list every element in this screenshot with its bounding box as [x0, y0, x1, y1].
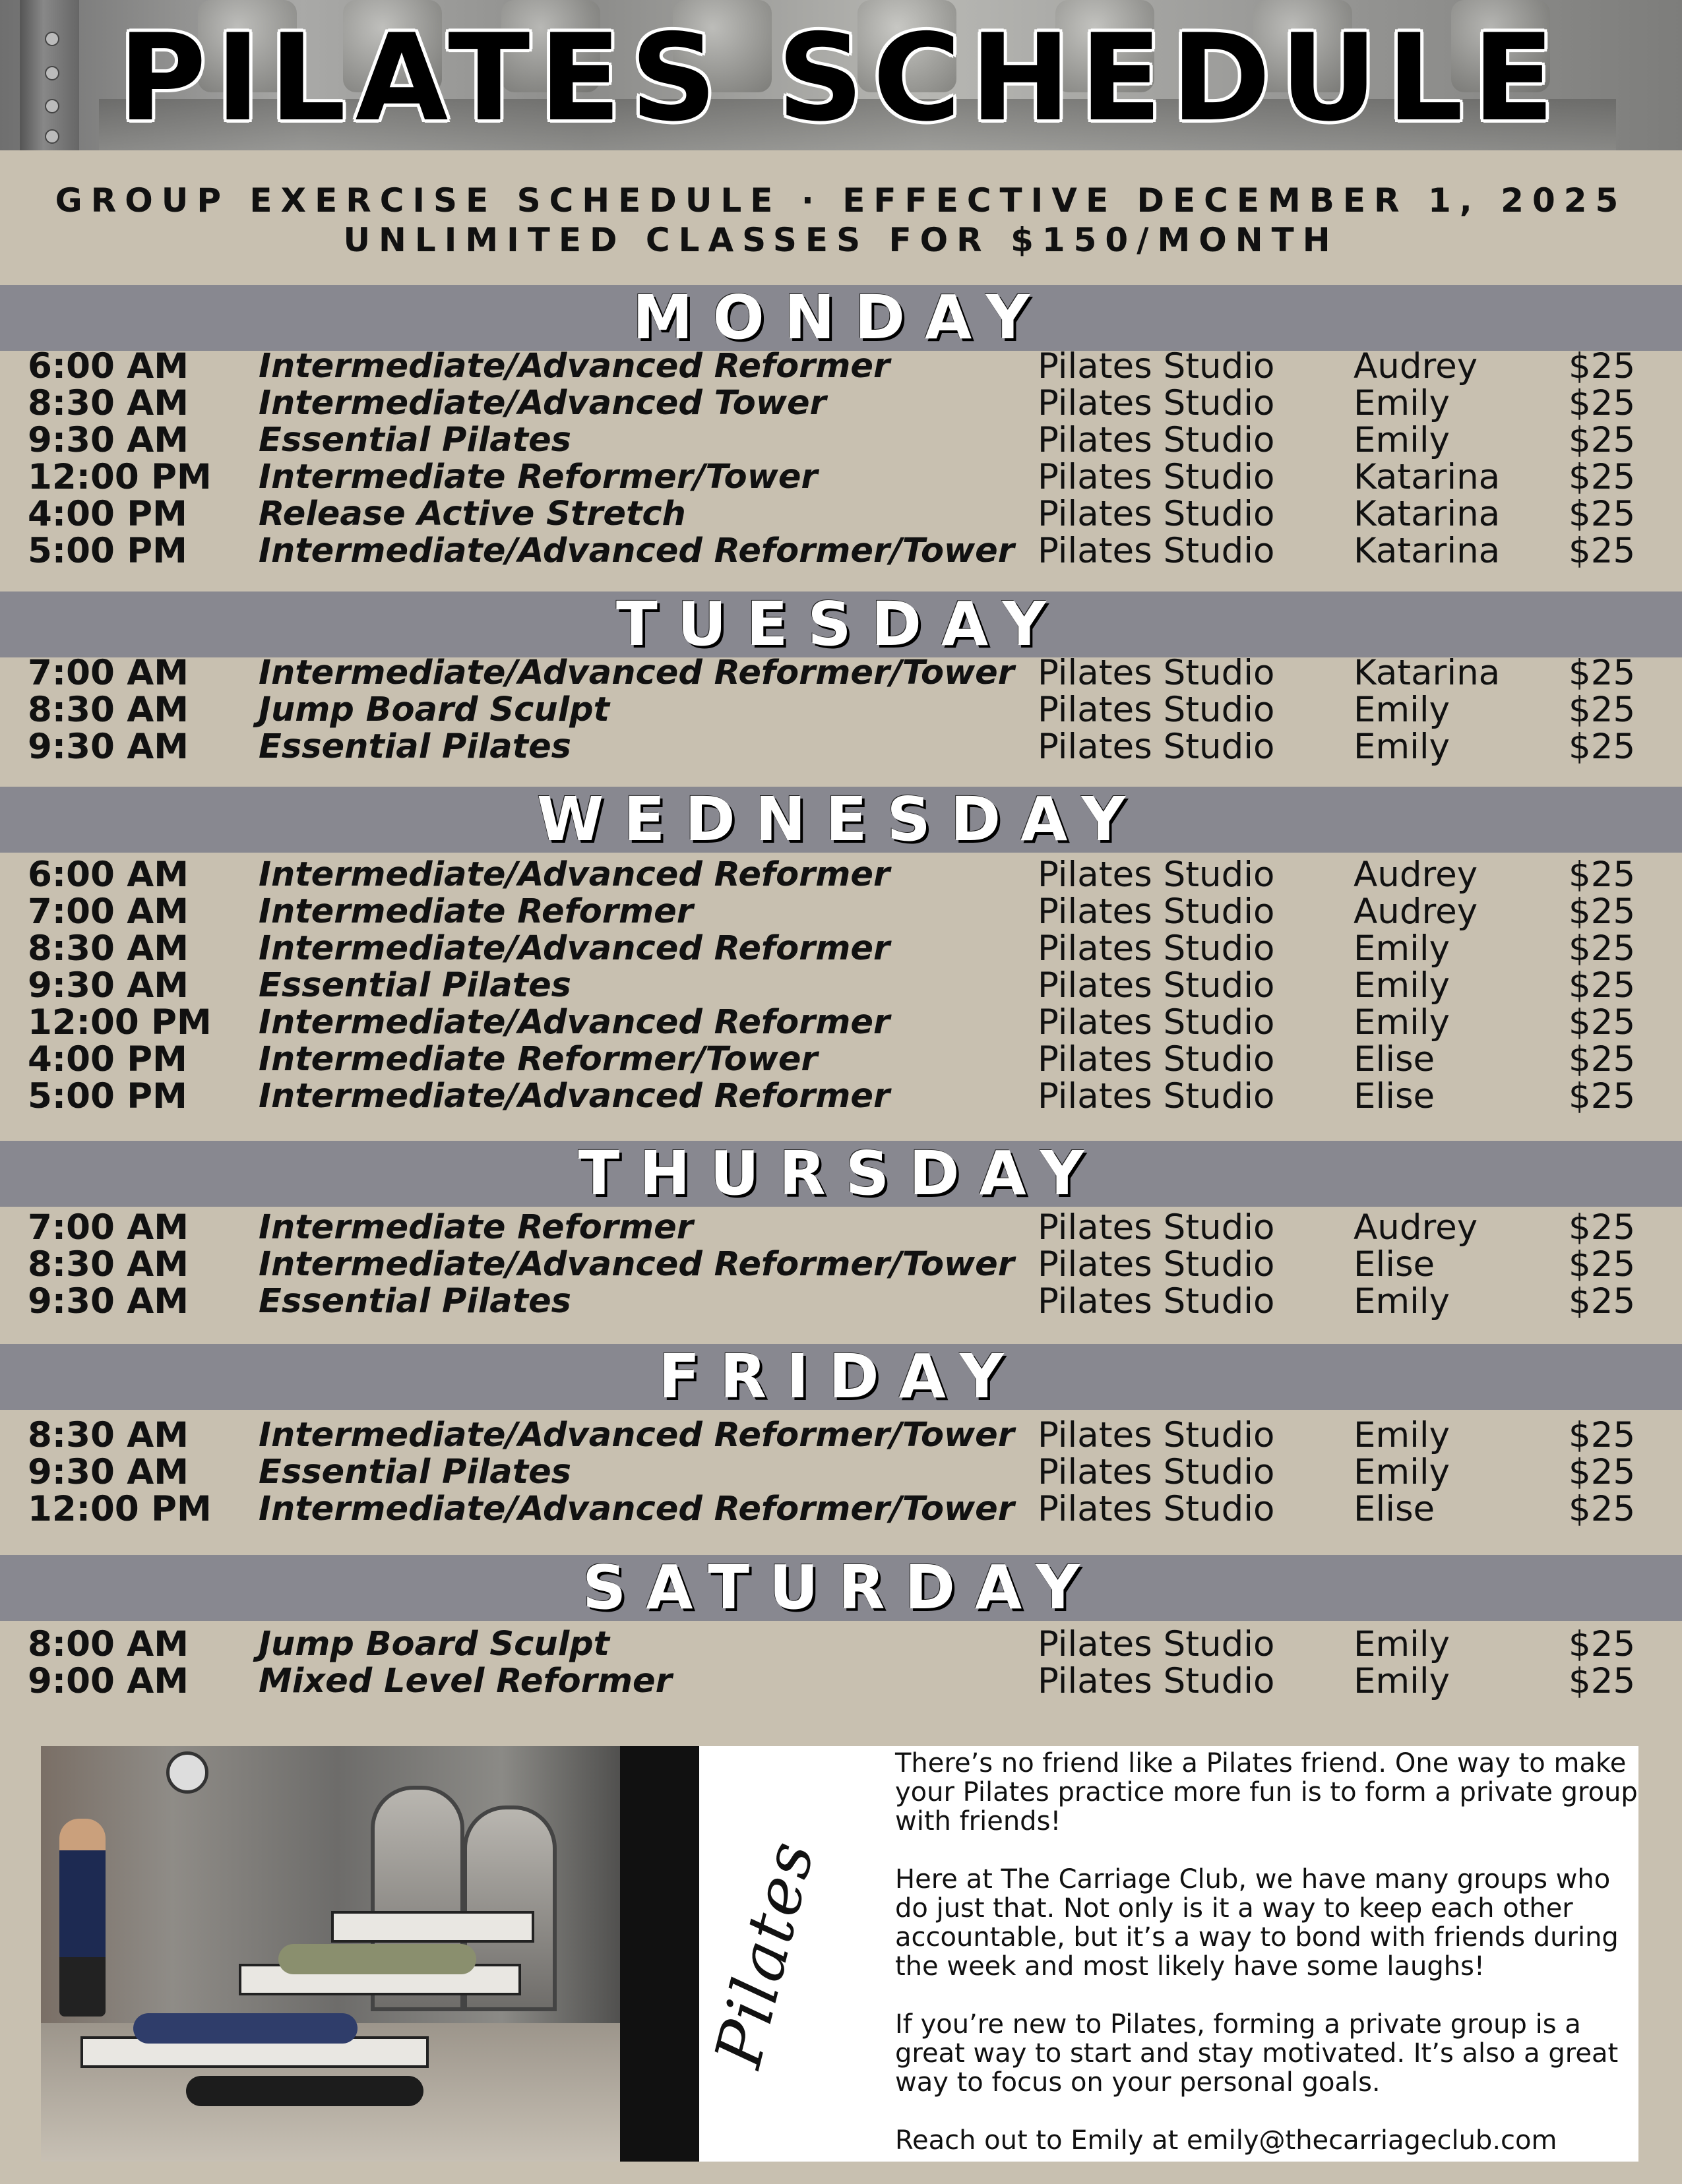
- class-name: Intermediate/Advanced Reformer/Tower: [259, 1416, 1014, 1455]
- class-name: Essential Pilates: [259, 966, 572, 1005]
- class-row: [0, 857, 1682, 894]
- class-location: Pilates Studio: [1038, 1207, 1275, 1248]
- day-label: TUESDAY: [616, 589, 1066, 659]
- class-location: Pilates Studio: [1038, 1624, 1275, 1664]
- class-price: $25: [1569, 855, 1636, 895]
- class-location: Pilates Studio: [1038, 457, 1275, 497]
- class-price: $25: [1569, 457, 1636, 497]
- class-time: 12:00 PM: [28, 1002, 212, 1043]
- class-row: [0, 1491, 1682, 1528]
- class-location: Pilates Studio: [1038, 1281, 1275, 1321]
- class-location: Pilates Studio: [1038, 928, 1275, 969]
- class-row: [0, 348, 1682, 385]
- class-price: $25: [1569, 1039, 1636, 1079]
- class-instructor: Elise: [1354, 1244, 1435, 1285]
- class-price: $25: [1569, 1415, 1636, 1455]
- class-price: $25: [1569, 494, 1636, 534]
- class-location: Pilates Studio: [1038, 1002, 1275, 1043]
- class-location: Pilates Studio: [1038, 965, 1275, 1006]
- class-location: Pilates Studio: [1038, 383, 1275, 423]
- class-instructor: Emily: [1354, 690, 1450, 730]
- class-instructor: Emily: [1354, 1624, 1450, 1664]
- class-name: Intermediate Reformer: [259, 1208, 693, 1247]
- class-price: $25: [1569, 383, 1636, 423]
- class-location: Pilates Studio: [1038, 346, 1275, 386]
- class-location: Pilates Studio: [1038, 420, 1275, 460]
- class-time: 9:30 AM: [28, 1452, 189, 1492]
- class-instructor: Audrey: [1354, 855, 1478, 895]
- day-header-saturday: [0, 1552, 1682, 1623]
- class-name: Intermediate/Advanced Reformer/Tower: [259, 653, 1014, 692]
- clock-icon: [166, 1751, 208, 1794]
- class-price: $25: [1569, 1624, 1636, 1664]
- promo-paragraph: If you’re new to Pilates, forming a private group is a great way to start and stay motivated. It’s also a great way to focus on your personal goals.: [895, 2009, 1619, 2098]
- class-row: [0, 655, 1682, 692]
- class-time: 6:00 AM: [28, 346, 189, 386]
- class-instructor: Emily: [1354, 1002, 1450, 1043]
- class-name: Intermediate/Advanced Reformer: [259, 1077, 890, 1116]
- class-name: Intermediate Reformer/Tower: [259, 1040, 818, 1079]
- class-price: $25: [1569, 690, 1636, 730]
- class-time: 8:30 AM: [28, 928, 189, 969]
- class-instructor: Emily: [1354, 928, 1450, 969]
- class-row: [0, 422, 1682, 459]
- class-time: 12:00 PM: [28, 1489, 212, 1529]
- class-time: 9:30 AM: [28, 1281, 189, 1321]
- class-row: [0, 1283, 1682, 1320]
- class-instructor: Elise: [1354, 1039, 1435, 1079]
- class-name: Jump Board Sculpt: [259, 690, 610, 729]
- class-time: 9:30 AM: [28, 727, 189, 767]
- class-time: 9:00 AM: [28, 1661, 189, 1701]
- class-price: $25: [1569, 1452, 1636, 1492]
- class-time: 8:00 AM: [28, 1624, 189, 1664]
- class-row: [0, 459, 1682, 496]
- class-location: Pilates Studio: [1038, 1489, 1275, 1529]
- pilates-class-photo: [41, 1746, 699, 2162]
- class-instructor: Emily: [1354, 1452, 1450, 1492]
- class-time: 8:30 AM: [28, 690, 189, 730]
- class-name: Intermediate/Advanced Reformer/Tower: [259, 1490, 1014, 1529]
- day-label: FRIDAY: [658, 1341, 1024, 1412]
- class-time: 4:00 PM: [28, 1039, 187, 1079]
- class-time: 9:30 AM: [28, 965, 189, 1006]
- day-label: MONDAY: [632, 282, 1050, 353]
- class-name: Essential Pilates: [259, 421, 572, 460]
- class-price: $25: [1569, 653, 1636, 693]
- day-header-monday: [0, 282, 1682, 353]
- class-name: Jump Board Sculpt: [259, 1625, 610, 1664]
- schedule-subtitle: GROUP EXERCISE SCHEDULE · EFFECTIVE DECEMBER 1, 2025: [55, 181, 1627, 220]
- class-instructor: Katarina: [1354, 653, 1501, 693]
- day-header-tuesday: [0, 589, 1682, 659]
- class-instructor: Emily: [1354, 1661, 1450, 1701]
- day-label: THURSDAY: [578, 1138, 1104, 1209]
- class-location: Pilates Studio: [1038, 727, 1275, 767]
- class-name: Essential Pilates: [259, 727, 572, 766]
- promo-paragraph: There’s no friend like a Pilates friend. One way to make your Pilates practice more fun is to form a private group with friends!: [895, 1748, 1638, 1836]
- class-time: 8:30 AM: [28, 1415, 189, 1455]
- pilates-script-logo: [699, 1746, 831, 2162]
- promo-contact: Reach out to Emily at emily@thecarriageclub.com: [895, 2125, 1557, 2156]
- class-location: Pilates Studio: [1038, 653, 1275, 693]
- class-name: Intermediate/Advanced Reformer: [259, 347, 890, 386]
- class-location: Pilates Studio: [1038, 892, 1275, 932]
- pricing-subtitle: UNLIMITED CLASSES FOR $150/MONTH: [343, 221, 1339, 259]
- class-name: Intermediate Reformer: [259, 892, 693, 931]
- class-row: [0, 729, 1682, 766]
- class-instructor: Elise: [1354, 1076, 1435, 1116]
- class-price: $25: [1569, 531, 1636, 571]
- class-price: $25: [1569, 727, 1636, 767]
- class-name: Intermediate/Advanced Reformer/Tower: [259, 531, 1014, 570]
- day-label: WEDNESDAY: [536, 784, 1146, 855]
- class-time: 12:00 PM: [28, 457, 212, 497]
- class-instructor: Emily: [1354, 1281, 1450, 1321]
- class-row: [0, 1454, 1682, 1491]
- class-row: [0, 1078, 1682, 1115]
- class-instructor: Emily: [1354, 727, 1450, 767]
- class-row: [0, 533, 1682, 570]
- class-instructor: Audrey: [1354, 892, 1478, 932]
- class-name: Intermediate/Advanced Reformer/Tower: [259, 1245, 1014, 1284]
- class-instructor: Emily: [1354, 965, 1450, 1006]
- class-name: Intermediate/Advanced Reformer: [259, 929, 890, 968]
- class-price: $25: [1569, 965, 1636, 1006]
- class-time: 7:00 AM: [28, 1207, 189, 1248]
- class-row: [0, 1209, 1682, 1246]
- class-name: Intermediate/Advanced Tower: [259, 384, 826, 423]
- class-time: 8:30 AM: [28, 383, 189, 423]
- class-price: $25: [1569, 928, 1636, 969]
- class-location: Pilates Studio: [1038, 1039, 1275, 1079]
- class-time: 5:00 PM: [28, 1076, 187, 1116]
- day-header-thursday: [0, 1138, 1682, 1209]
- class-location: Pilates Studio: [1038, 690, 1275, 730]
- script-word: Pilates: [701, 1833, 830, 2075]
- promo-paragraph: Here at The Carriage Club, we have many groups who do just that. Not only is it a way to keep each other accountable, but it’s a way to bond with friends during the week and most likely have some laughs!: [895, 1864, 1619, 1982]
- class-name: Essential Pilates: [259, 1453, 572, 1492]
- class-location: Pilates Studio: [1038, 531, 1275, 571]
- class-instructor: Audrey: [1354, 346, 1478, 386]
- class-price: $25: [1569, 1281, 1636, 1321]
- class-price: $25: [1569, 892, 1636, 932]
- class-row: [0, 692, 1682, 729]
- class-instructor: Katarina: [1354, 531, 1501, 571]
- class-instructor: Audrey: [1354, 1207, 1478, 1248]
- class-price: $25: [1569, 420, 1636, 460]
- class-price: $25: [1569, 1244, 1636, 1285]
- class-row: [0, 1663, 1682, 1700]
- class-row: [0, 1626, 1682, 1663]
- class-price: $25: [1569, 1002, 1636, 1043]
- class-instructor: Katarina: [1354, 494, 1501, 534]
- class-instructor: Emily: [1354, 383, 1450, 423]
- class-name: Intermediate/Advanced Reformer: [259, 855, 890, 894]
- class-price: $25: [1569, 1489, 1636, 1529]
- class-time: 7:00 AM: [28, 653, 189, 693]
- class-location: Pilates Studio: [1038, 855, 1275, 895]
- page-title: PILATES SCHEDULE: [118, 8, 1564, 148]
- class-instructor: Katarina: [1354, 457, 1501, 497]
- class-name: Essential Pilates: [259, 1282, 572, 1321]
- class-instructor: Emily: [1354, 420, 1450, 460]
- class-row: [0, 967, 1682, 1004]
- class-location: Pilates Studio: [1038, 1661, 1275, 1701]
- day-header-wednesday: [0, 784, 1682, 855]
- class-time: 5:00 PM: [28, 531, 187, 571]
- class-time: 9:30 AM: [28, 420, 189, 460]
- class-location: Pilates Studio: [1038, 1244, 1275, 1285]
- class-row: [0, 385, 1682, 422]
- class-row: [0, 1417, 1682, 1454]
- class-name: Mixed Level Reformer: [259, 1662, 672, 1701]
- class-time: 6:00 AM: [28, 855, 189, 895]
- class-instructor: Emily: [1354, 1415, 1450, 1455]
- promo-text: [895, 1749, 1640, 2184]
- class-time: 4:00 PM: [28, 494, 187, 534]
- class-row: [0, 496, 1682, 533]
- class-price: $25: [1569, 346, 1636, 386]
- class-row: [0, 1246, 1682, 1283]
- class-row: [0, 894, 1682, 930]
- class-time: 7:00 AM: [28, 892, 189, 932]
- class-location: Pilates Studio: [1038, 1452, 1275, 1492]
- class-name: Release Active Stretch: [259, 495, 686, 533]
- class-location: Pilates Studio: [1038, 494, 1275, 534]
- day-header-friday: [0, 1341, 1682, 1412]
- class-row: [0, 930, 1682, 967]
- class-row: [0, 1004, 1682, 1041]
- class-location: Pilates Studio: [1038, 1415, 1275, 1455]
- class-location: Pilates Studio: [1038, 1076, 1275, 1116]
- class-name: Intermediate Reformer/Tower: [259, 458, 818, 497]
- class-time: 8:30 AM: [28, 1244, 189, 1285]
- class-price: $25: [1569, 1207, 1636, 1248]
- day-label: SATURDAY: [582, 1552, 1100, 1623]
- class-instructor: Elise: [1354, 1489, 1435, 1529]
- class-row: [0, 1041, 1682, 1078]
- class-name: Intermediate/Advanced Reformer: [259, 1003, 890, 1042]
- class-price: $25: [1569, 1661, 1636, 1701]
- class-price: $25: [1569, 1076, 1636, 1116]
